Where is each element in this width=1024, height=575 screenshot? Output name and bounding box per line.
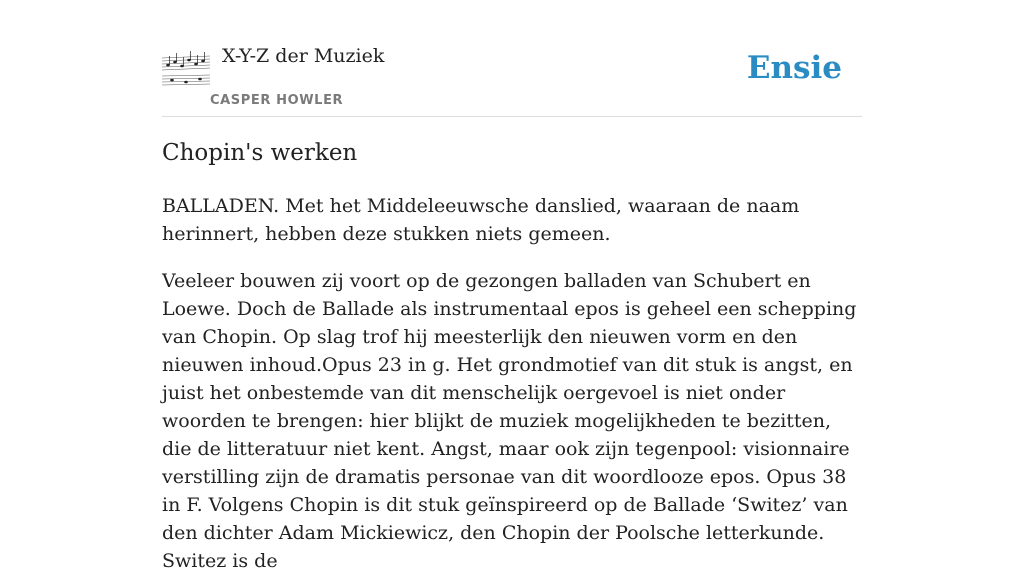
page	[162, 0, 862, 572]
ensie-logo[interactable]: Ensie	[746, 50, 842, 86]
article-paragraph: Veeleer bouwen zij voort op de gezongen balladen van Schubert en Loewe. Doch de Ballade als instrumentaal epos is geheel een schepping van Chopin. Op slag trof hij meesterlijk den nieuwen vorm en den nieuwen inhoud.Opus 23 in g. Het grondmotief van dit stuk is angst, en juist het onbestemde van dit menschelijk oergevoel is niet onder woorden te brengen: hier blijkt de muziek mogelijkheden te bezitten, die de litteratuur niet kent. Angst, maar ook zijn tegenpool: visionnaire verstilling zijn de dramatis personae van dit woordlooze epos. Opus 38 in F. Volgens Chopin is dit stuk geïnspireerd op de Ballade ‘Switez’ van den dichter Adam Mickiewicz, den Chopin der Poolsche letterkunde. Switez is de	[162, 270, 857, 572]
article-title: Chopin's werken	[162, 140, 358, 166]
sheet-music-icon	[162, 44, 210, 90]
book-header	[162, 0, 862, 117]
author-name[interactable]: CASPER HOWLER	[210, 93, 344, 108]
sheet-music-thumbnail[interactable]	[162, 44, 210, 90]
article-paragraph: BALLADEN. Met het Middeleeuwsche danslied, waaraan de naam herinnert, hebben deze stukken niets gemeen.	[162, 195, 800, 245]
book-title[interactable]: X-Y-Z der Muziek	[222, 45, 385, 67]
